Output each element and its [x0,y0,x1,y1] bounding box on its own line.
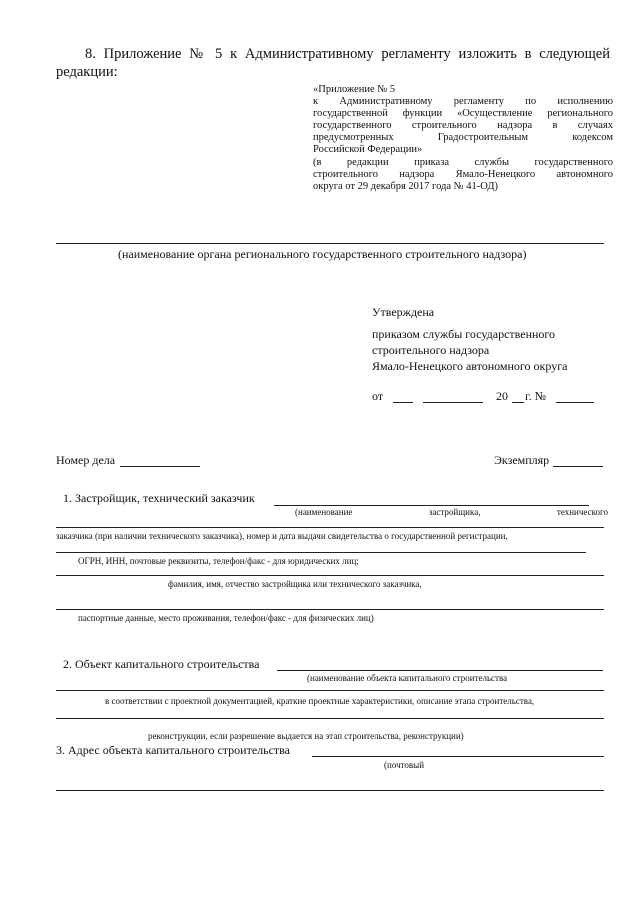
section3-caption1: (почтовый [384,760,425,770]
approval-year-line [512,402,524,403]
section1-line5 [56,609,604,610]
org-name-caption: (наименование органа регионального государственного строительного надзора) [118,247,527,261]
amendment-heading-line1: 8. Приложение № 5 к Административному регламенту изложить в следующей [85,46,610,62]
approval-line: строительного надзора [372,343,490,357]
section2-title: 2. Объект капитального строительства [63,657,260,671]
section2-line1 [277,670,603,671]
appendix-note-line: строительного надзора Ямало-Ненецкого автономного [313,169,613,180]
section1-line1 [274,505,589,506]
approval-line: Ямало-Ненецкого автономного округа [372,359,568,373]
section1-title: 1. Застройщик, технический заказчик [63,491,255,505]
section1-line4 [56,575,604,576]
appendix-note-line: Российской Федерации» [313,144,423,155]
section3-line1 [312,756,604,757]
approval-title: Утверждена [372,305,435,319]
approval-date-prefix: от [372,389,384,403]
section2-caption1: (наименование объекта капитального строительства [307,673,508,683]
case-number-line [120,466,200,467]
section2-line3 [56,718,604,719]
section1-caption5: паспортные данные, место проживания, телефон/факс - для физических лиц) [78,613,374,623]
appendix-note-line: предусмотренных Градостроительным кодексом [313,132,613,143]
appendix-note-line: государственного строительного надзора в случаях [313,120,613,131]
approval-month-line [423,402,483,403]
section1-line3 [56,552,586,553]
amendment-heading-line2: редакции: [56,64,118,80]
section1-line2 [56,527,604,528]
section3-title: 3. Адрес объекта капитального строительства [56,743,291,757]
section2-caption2: в соответствии с проектной документацией, краткие проектные характеристики, описание этапа строительства, [105,696,535,706]
approval-number-label: г. № [525,389,547,403]
org-name-line [56,243,604,244]
approval-number-line [556,402,594,403]
appendix-note-line: к Административному регламенту по исполнению [313,96,613,107]
case-number-label: Номер дела [56,453,116,467]
section1-caption4: фамилия, имя, отчество застройщика или технического заказчика, [168,579,422,589]
appendix-note-line: (в редакции приказа службы государственного [313,157,613,168]
appendix-note-line: «Приложение № 5 [313,84,396,95]
section1-caption2: заказчика (при наличии технического заказчика), номер и дата выдачи свидетельства о государственной регистрации, [56,531,508,541]
approval-day-line [393,402,413,403]
section2-line2 [56,690,604,691]
approval-year-prefix: 20 [496,389,508,403]
approval-line: приказом службы государственного [372,327,556,341]
appendix-note-line: государственной функции «Осуществление регионального [313,108,613,119]
copy-number-line [553,466,603,467]
section2-caption3: реконструкции, если разрешение выдается на этап строительства, реконструкции) [148,731,464,741]
section3-line2 [56,790,604,791]
appendix-note-line: округа от 29 декабря 2017 года № 41-ОД) [313,181,499,192]
section1-caption3: ОГРН, ИНН, почтовые реквизиты, телефон/факс - для юридических лиц; [78,556,359,566]
copy-label: Экземпляр [494,453,550,467]
section1-caption1: (наименование застройщика, технического [295,507,608,517]
